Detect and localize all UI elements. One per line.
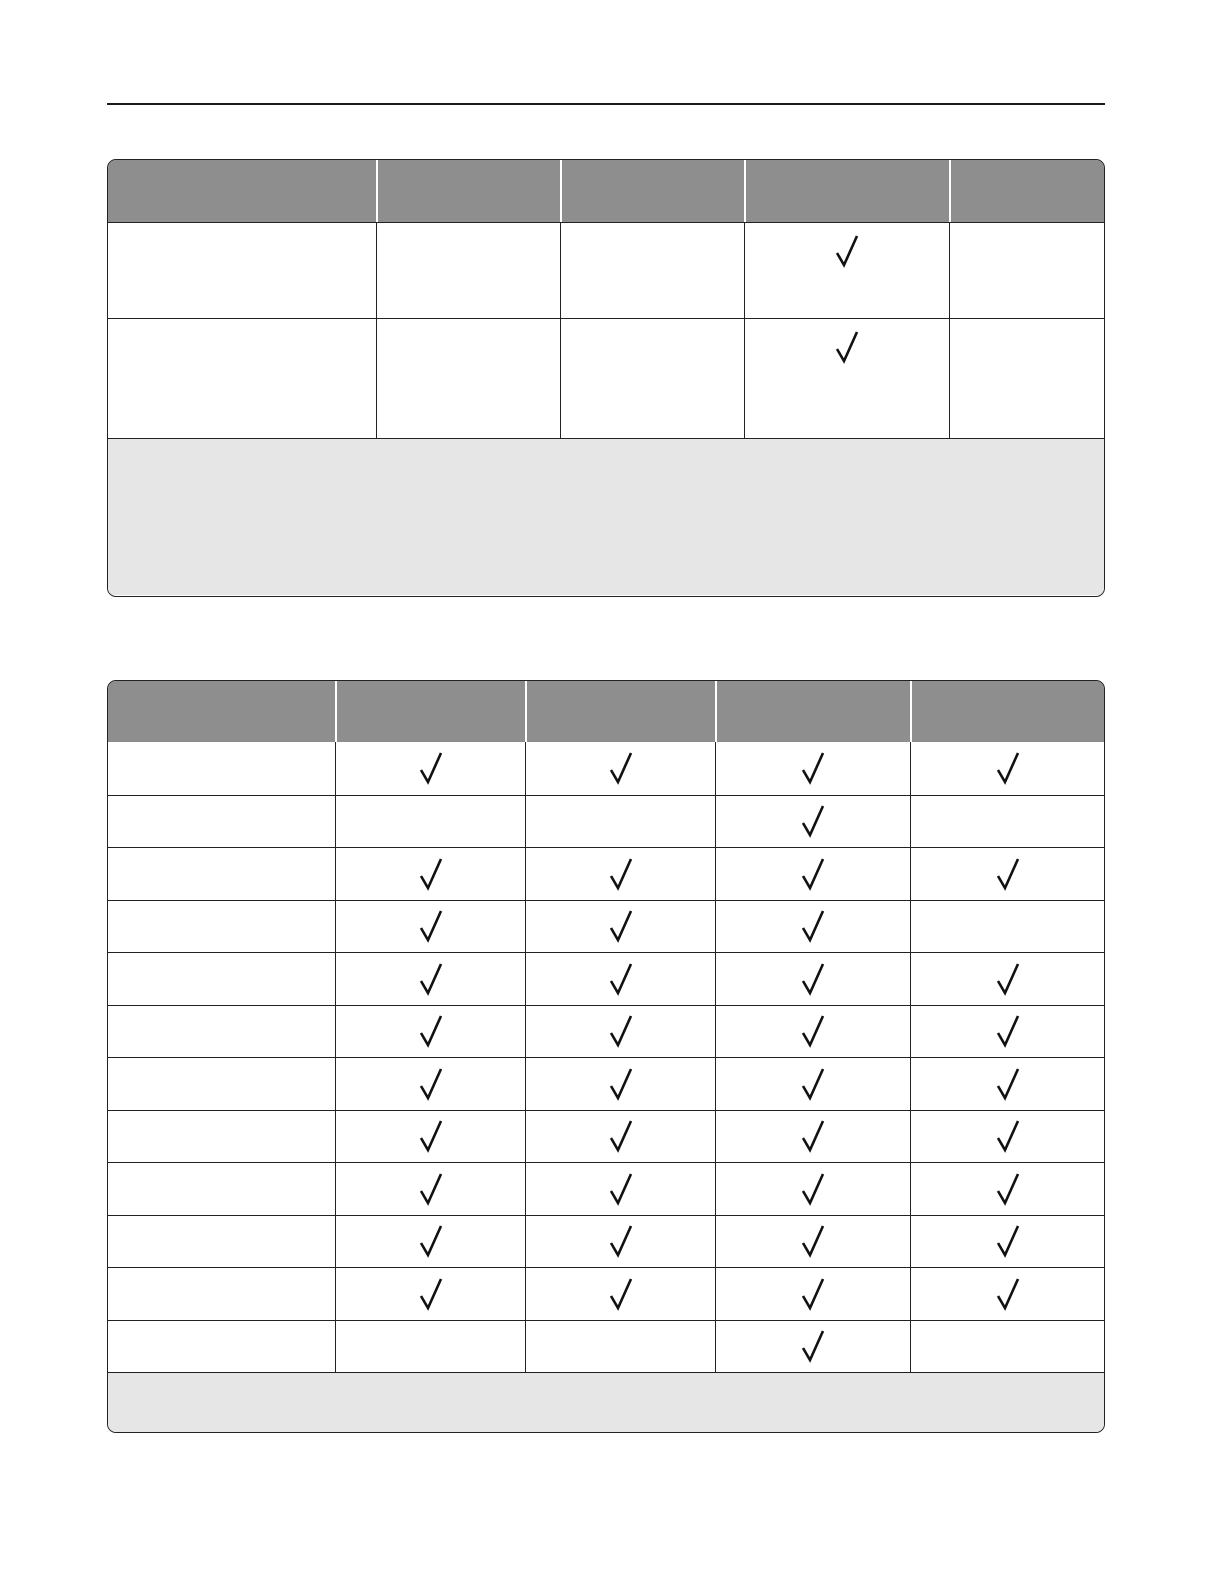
table-cell [335,796,525,848]
table-cell [335,1111,525,1163]
table-cell [949,319,1104,438]
top-rule [107,103,1105,105]
check-mark-icon [609,961,633,997]
check-mark-icon [609,1013,633,1049]
table-cell [910,742,1104,795]
table-cell [525,742,715,795]
check-mark-icon [419,961,443,997]
check-mark-icon [996,750,1020,786]
row-label-cell [108,1321,335,1373]
check-mark-icon [996,1118,1020,1154]
table-cell [910,1111,1104,1163]
check-mark-icon [801,1066,825,1102]
table-row [108,1005,1104,1058]
table-cell [525,1321,715,1373]
table-cell [910,796,1104,848]
row-label-cell [108,953,335,1005]
header-cell [715,681,910,742]
check-mark-icon [609,1276,633,1312]
check-mark-icon [801,1223,825,1259]
table-body [108,742,1104,1372]
header-cell [949,160,1104,222]
table-cell [910,1006,1104,1058]
table-cell [744,223,949,318]
table-row [108,952,1104,1005]
table-cell [560,223,744,318]
check-mark-icon [996,1276,1020,1312]
check-mark-icon [609,750,633,786]
row-label-cell [108,223,376,318]
check-mark-icon [801,908,825,944]
table-cell [715,742,910,795]
check-mark-icon [609,856,633,892]
row-label-cell [108,742,335,795]
table-cell [910,1321,1104,1373]
table-row [108,1057,1104,1110]
table-cell [715,1321,910,1373]
table-cell [949,223,1104,318]
table-cell [525,901,715,953]
table-cell [715,1216,910,1268]
table-cell [744,319,949,438]
table-cell [525,1163,715,1215]
header-cell [376,160,560,222]
table-cell [910,953,1104,1005]
table-header-row [108,160,1104,222]
table-cell [715,901,910,953]
row-label-cell [108,1058,335,1110]
table-cell [335,848,525,900]
table-cell [335,901,525,953]
table-cell [715,1268,910,1320]
check-mark-icon [996,1223,1020,1259]
table-row [108,1215,1104,1268]
table-cell [910,1163,1104,1215]
table-row [108,900,1104,953]
header-cell [335,681,525,742]
table-cell [910,1268,1104,1320]
table-cell [335,742,525,795]
check-mark-icon [609,1066,633,1102]
table-cell [910,1058,1104,1110]
table-cell [525,1058,715,1110]
check-mark-icon [419,1013,443,1049]
table-cell [560,319,744,438]
check-mark-icon [609,1171,633,1207]
table-cell [525,1268,715,1320]
table-cell [376,319,560,438]
header-cell [525,681,715,742]
table-cell [525,1006,715,1058]
table-cell [335,1321,525,1373]
support-table-a [107,159,1105,597]
check-mark-icon [419,856,443,892]
table-footnote [108,1372,1104,1432]
table-cell [715,848,910,900]
check-mark-icon [801,1013,825,1049]
table-cell [335,1163,525,1215]
table-cell [910,848,1104,900]
table-cell [525,1111,715,1163]
table-cell [525,1216,715,1268]
table-cell [715,1006,910,1058]
header-cell [744,160,949,222]
check-mark-icon [996,1066,1020,1102]
table-cell [910,901,1104,953]
table-cell [335,1216,525,1268]
check-mark-icon [801,750,825,786]
header-cell [108,160,376,222]
row-label-cell [108,1268,335,1320]
row-label-cell [108,848,335,900]
row-label-cell [108,1006,335,1058]
table-cell [376,223,560,318]
check-mark-icon [835,233,859,269]
table-cell [335,953,525,1005]
table-row [108,318,1104,438]
table-row [108,742,1104,795]
row-label-cell [108,901,335,953]
table-header-row [108,681,1104,742]
check-mark-icon [801,961,825,997]
header-cell [560,160,744,222]
check-mark-icon [996,961,1020,997]
check-mark-icon [609,1223,633,1259]
table-row [108,1162,1104,1215]
row-label-cell [108,796,335,848]
row-label-cell [108,319,376,438]
table-cell [715,1111,910,1163]
table-cell [525,848,715,900]
check-mark-icon [835,329,859,365]
table-cell [525,796,715,848]
table-cell [525,953,715,1005]
check-mark-icon [419,750,443,786]
check-mark-icon [419,1223,443,1259]
check-mark-icon [801,803,825,839]
check-mark-icon [801,856,825,892]
check-mark-icon [996,1013,1020,1049]
check-mark-icon [801,1118,825,1154]
check-mark-icon [419,1276,443,1312]
table-row [108,1267,1104,1320]
check-mark-icon [801,1171,825,1207]
table-cell [715,1163,910,1215]
header-cell [910,681,1104,742]
check-mark-icon [419,1171,443,1207]
check-mark-icon [419,1118,443,1154]
table-row [108,847,1104,900]
row-label-cell [108,1216,335,1268]
table-cell [910,1216,1104,1268]
check-mark-icon [996,856,1020,892]
table-footnote [108,438,1104,595]
table-cell [335,1268,525,1320]
table-row [108,1110,1104,1163]
table-cell [715,1058,910,1110]
table-row [108,1320,1104,1373]
table-cell [715,796,910,848]
table-cell [715,953,910,1005]
check-mark-icon [801,1276,825,1312]
table-cell [335,1006,525,1058]
table-cell [335,1058,525,1110]
row-label-cell [108,1163,335,1215]
support-table-b [107,680,1105,1433]
table-row [108,795,1104,848]
check-mark-icon [419,908,443,944]
check-mark-icon [801,1328,825,1364]
check-mark-icon [996,1171,1020,1207]
check-mark-icon [609,908,633,944]
header-cell [108,681,335,742]
check-mark-icon [419,1066,443,1102]
check-mark-icon [609,1118,633,1154]
table-row [108,222,1104,318]
row-label-cell [108,1111,335,1163]
